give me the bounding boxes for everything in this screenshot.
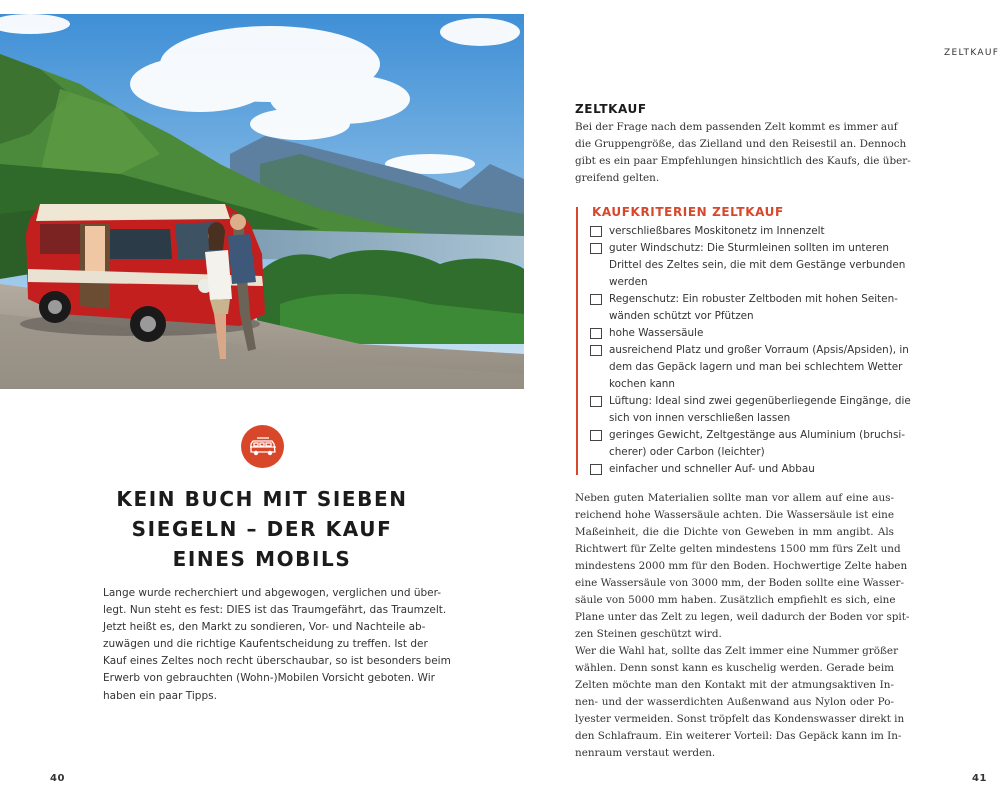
checkbox-icon[interactable] <box>590 226 602 237</box>
para-line: Zelten möchte man den Kontakt mit der atmungsaktiven In- <box>575 679 894 691</box>
intro-line: legt. Nun steht es fest: DIES ist das Traumgefährt, das Traumzelt. <box>103 604 447 617</box>
para-line: reichend hohe Wassersäule achten. Die Wassersäule ist eine <box>575 509 894 521</box>
checkbox-icon[interactable] <box>590 294 602 305</box>
para-line: Wer die Wahl hat, sollte das Zelt immer eine Nummer größer <box>575 645 899 657</box>
intro-line: zuwägen und die richtige Kaufentscheidung zu treffen. Ist der <box>103 638 428 651</box>
criteria-line: geringes Gewicht, Zeltgestänge aus Aluminium (bruchsi- <box>609 429 906 441</box>
criteria-line: dem das Gepäck lagern und man bei schlechtem Wetter <box>609 361 903 373</box>
criteria-box-rule <box>576 207 578 475</box>
para-line: nenraum verstaut werden. <box>575 747 716 759</box>
chapter-title <box>100 484 424 574</box>
checkbox-icon[interactable] <box>590 464 602 475</box>
checkbox-icon[interactable] <box>590 396 602 407</box>
para-line: säule von 5000 mm haben. Zusätzlich empfiehlt es sich, eine <box>575 594 896 606</box>
criteria-line: einfacher und schneller Auf- und Abbau <box>609 463 815 475</box>
criteria-line: wänden schützt vor Pfützen <box>609 310 754 322</box>
intro-paragraph-right <box>575 119 911 187</box>
criteria-line: guter Windschutz: Die Sturmleinen sollten im unteren <box>609 242 889 254</box>
criteria-line: verschließbares Moskitonetz im Innenzelt <box>609 225 825 237</box>
criteria-line: werden <box>609 276 648 288</box>
criteria-line: ausreichend Platz und großer Vorraum (Apsis/Apsiden), in <box>609 344 909 356</box>
para-line: den Schlafraum. Ein weiterer Vorteil: Das Gepäck kann im In- <box>575 730 902 742</box>
criteria-line: Drittel des Zeltes sein, die mit dem Gestänge verbunden <box>609 259 906 271</box>
chapter-title-line: SIEGELN – DER KAUF <box>131 517 393 541</box>
chapter-title-line: KEIN BUCH MIT SIEBEN <box>116 487 408 511</box>
para-line: Maßeinheit, die die Dichte von Geweben in mm angibt. Als <box>575 526 894 538</box>
intro-line: Lange wurde recherchiert und abgewogen, verglichen und über- <box>103 587 442 599</box>
page-number-left: 40 <box>50 773 65 784</box>
para-line: Neben guten Materialien sollte man vor allem auf eine aus- <box>575 492 894 504</box>
para-line: Plane unter das Zelt zu legen, weil dadurch der Boden vor spit- <box>575 611 910 623</box>
van-icon <box>248 436 278 458</box>
intro-paragraph <box>103 585 451 705</box>
criteria-line: sich von innen verschließen lassen <box>609 412 791 424</box>
para-line: greifend gelten. <box>575 172 660 184</box>
para-line: nen- und der wasserdichten Außenwand aus Nylon oder Po- <box>575 696 894 708</box>
section-heading: ZELTKAUF <box>575 102 647 116</box>
criteria-line: Regenschutz: Ein robuster Zeltboden mit hohen Seiten- <box>609 293 898 305</box>
para-line: die Gruppengröße, das Zielland und den Reisestil an. Dennoch <box>575 138 907 150</box>
para-line: Bei der Frage nach dem passenden Zelt kommt es immer auf <box>575 121 898 133</box>
running-head: ZELTKAUF <box>944 48 1000 58</box>
criteria-line: Lüftung: Ideal sind zwei gegenüberliegende Eingänge, die <box>609 395 911 407</box>
para-line: eine Wassersäule von 3000 mm, der Boden sollte eine Wasser- <box>575 577 905 589</box>
intro-line: Jetzt heißt es, den Markt zu sondieren, Vor- und Nachteile ab- <box>103 621 426 634</box>
criteria-heading: KAUFKRITERIEN ZELTKAUF <box>592 205 784 219</box>
intro-line: Kauf eines Zeltes noch recht überschaubar, so ist besonders beim <box>103 655 451 668</box>
para-line: Richtwert für Zelte gelten mindestens 1500 mm fürs Zelt und <box>575 543 901 555</box>
intro-line: Erwerb von gebrauchten (Wohn-)Mobilen Vorsicht geboten. Wir <box>103 672 435 685</box>
para-line: lyester vermeiden. Sonst tröpfelt das Kondenswasser direkt in <box>575 713 905 725</box>
checkbox-icon[interactable] <box>590 430 602 441</box>
intro-line: haben ein paar Tipps. <box>103 689 217 702</box>
para-line: wählen. Denn sonst kann es kuschelig werden. Gerade beim <box>575 662 894 674</box>
criteria-line: hohe Wassersäule <box>609 327 704 339</box>
chapter-title-line: EINES MOBILS <box>172 547 352 571</box>
criteria-line: kochen kann <box>609 378 675 390</box>
van-badge <box>241 425 284 468</box>
checkbox-icon[interactable] <box>590 345 602 356</box>
checkbox-icon[interactable] <box>590 328 602 339</box>
van-photo <box>0 14 524 389</box>
criteria-line: cherer) oder Carbon (leichter) <box>609 446 765 458</box>
body-paragraph-right <box>575 490 910 762</box>
page-number-right: 41 <box>972 773 987 784</box>
checkbox-icon[interactable] <box>590 243 602 254</box>
para-line: gibt es ein paar Empfehlungen hinsichtlich des Kaufs, die über- <box>575 155 911 167</box>
para-line: mindestens 2000 mm für den Boden. Hochwertige Zelte haben <box>575 560 908 572</box>
para-line: zen Steinen geschützt wird. <box>575 628 722 640</box>
